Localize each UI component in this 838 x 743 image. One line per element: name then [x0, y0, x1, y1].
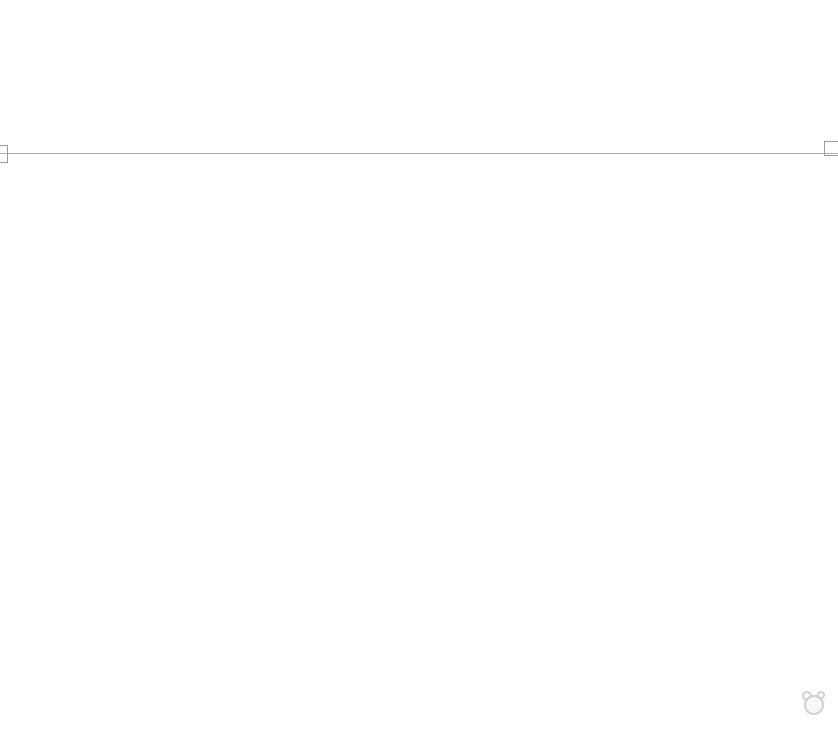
panda-logo-icon — [799, 690, 831, 716]
page-corner-left-icon — [0, 145, 8, 163]
page-corner-right-icon — [824, 141, 838, 156]
watermark — [799, 690, 834, 716]
page-break-line — [0, 153, 838, 154]
page-title — [0, 13, 838, 40]
